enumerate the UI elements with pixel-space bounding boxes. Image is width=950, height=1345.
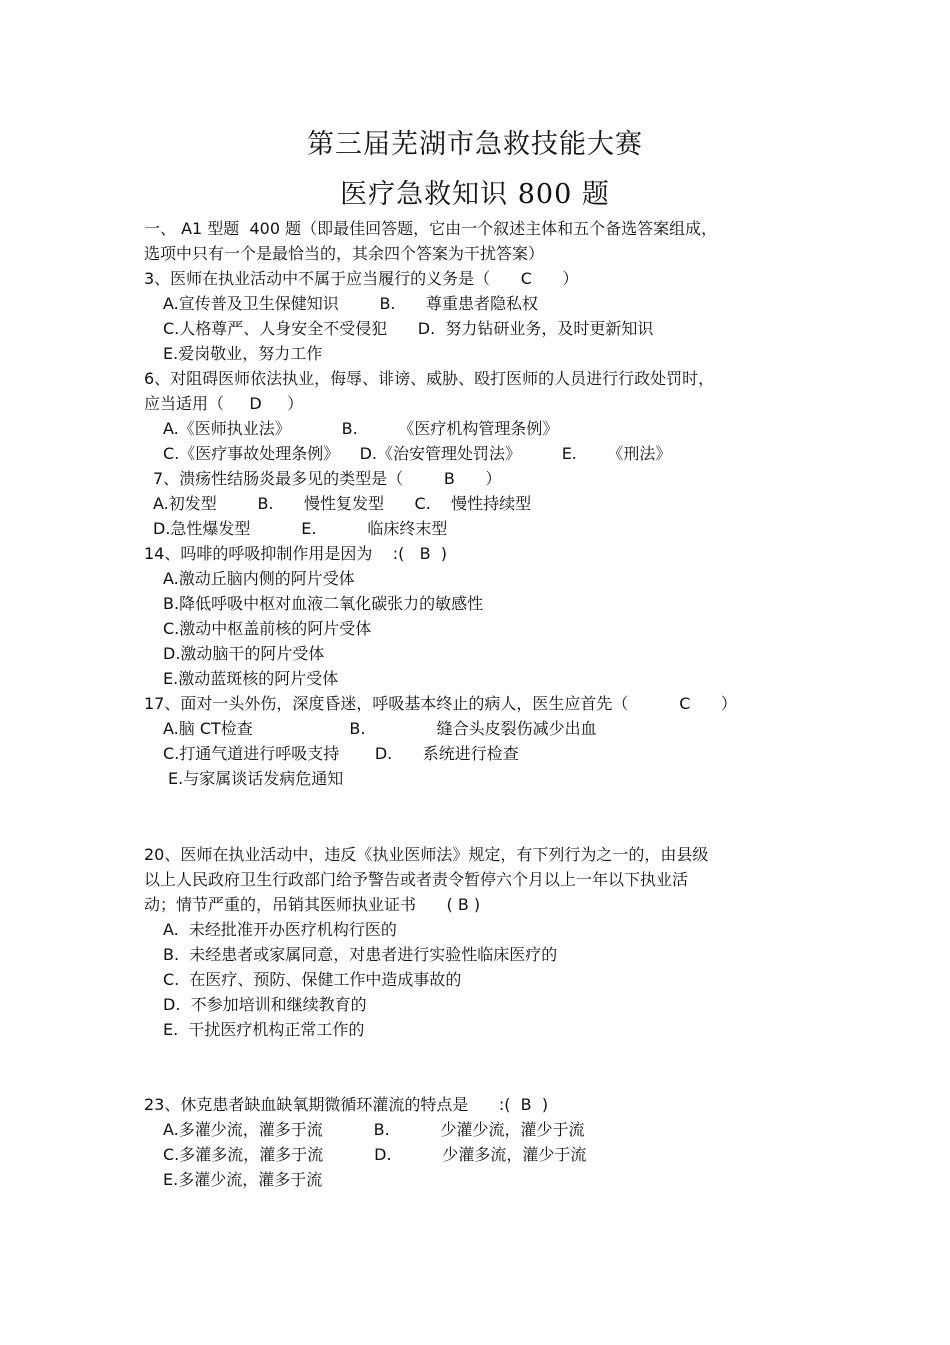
option-line: C. 在医疗、预防、保健工作中造成事故的: [163, 970, 462, 989]
option-line: C.激动中枢盖前核的阿片受体: [163, 619, 372, 638]
intro-line: 选项中只有一个是最恰当的，其余四个答案为干扰答案）: [144, 244, 545, 263]
option-line: A.多灌少流，灌多于流 B. 少灌少流，灌少于流: [163, 1120, 585, 1139]
option-line: A.《医师执业法》 B. 《医疗机构管理条例》: [163, 419, 559, 438]
option-line: B.降低呼吸中枢对血液二氧化碳张力的敏感性: [163, 594, 484, 613]
option-line: C.打通气道进行呼吸支持 D. 系统进行检查: [163, 744, 519, 763]
question-7: 7、溃疡性结肠炎最多见的类型是（ B ）: [153, 469, 502, 488]
option-line: A.初发型 B. 慢性复发型 C. 慢性持续型: [153, 494, 532, 513]
option-line: A.宣传普及卫生保健知识 B. 尊重患者隐私权: [163, 294, 539, 313]
question-6: 6、对阻碍医师依法执业，侮辱、诽谤、威胁、殴打医师的人员进行行政处罚时，: [144, 369, 715, 388]
question-14: 14、吗啡的呼吸抑制作用是因为 :( B ): [144, 544, 447, 563]
option-line: E.与家属谈话发病危通知: [168, 769, 344, 788]
question-20-cont: 动；情节严重的，吊销其医师执业证书 ( B ): [144, 895, 481, 914]
option-line: B. 未经患者或家属同意，对患者进行实验性临床医疗的: [163, 945, 558, 964]
question-20-cont: 以上人民政府卫生行政部门给予警告或者责令暂停六个月以上一年以下执业活: [144, 870, 689, 889]
option-line: E.爱岗敬业，努力工作: [163, 344, 323, 363]
document-title: 第三届芜湖市急救技能大赛: [307, 129, 643, 160]
option-line: C.人格尊严、人身安全不受侵犯 D. 努力钻研业务，及时更新知识: [163, 319, 654, 338]
question-23: 23、休克患者缺血缺氧期微循环灌流的特点是 :( B ): [144, 1095, 549, 1114]
question-6-cont: 应当适用（ D ）: [144, 394, 304, 413]
option-line: E. 干扰医疗机构正常工作的: [163, 1020, 365, 1039]
option-line: E.多灌少流，灌多于流: [163, 1170, 323, 1189]
option-line: C.《医疗事故处理条例》 D.《治安管理处罚法》 E. 《刑法》: [163, 444, 672, 463]
option-line: D.激动脑干的阿片受体: [163, 644, 325, 663]
option-line: A.脑 CT检查 B. 缝合头皮裂伤减少出血: [163, 719, 597, 738]
option-line: C.多灌多流，灌多于流 D. 少灌多流，灌少于流: [163, 1145, 587, 1164]
option-line: D. 不参加培训和继续教育的: [163, 995, 367, 1014]
option-line: E.激动蓝斑核的阿片受体: [163, 669, 339, 688]
option-line: A.激动丘脑内侧的阿片受体: [163, 569, 355, 588]
option-line: D.急性爆发型 E. 临床终末型: [153, 519, 448, 538]
question-17: 17、面对一头外伤，深度昏迷，呼吸基本终止的病人，医生应首先（ C ）: [144, 694, 737, 713]
question-3: 3、医师在执业活动中不属于应当履行的义务是（ C ）: [144, 269, 579, 288]
question-20: 20、医师在执业活动中，违反《执业医师法》规定，有下列行为之一的，由县级: [144, 845, 709, 864]
intro-line: 一、 A1 型题 400 题（即最佳回答题，它由一个叙述主体和五个备选答案组成，: [144, 219, 718, 238]
option-line: A. 未经批准开办医疗机构行医的: [163, 920, 397, 939]
document-subtitle: 医疗急救知识 800 题: [340, 179, 610, 210]
